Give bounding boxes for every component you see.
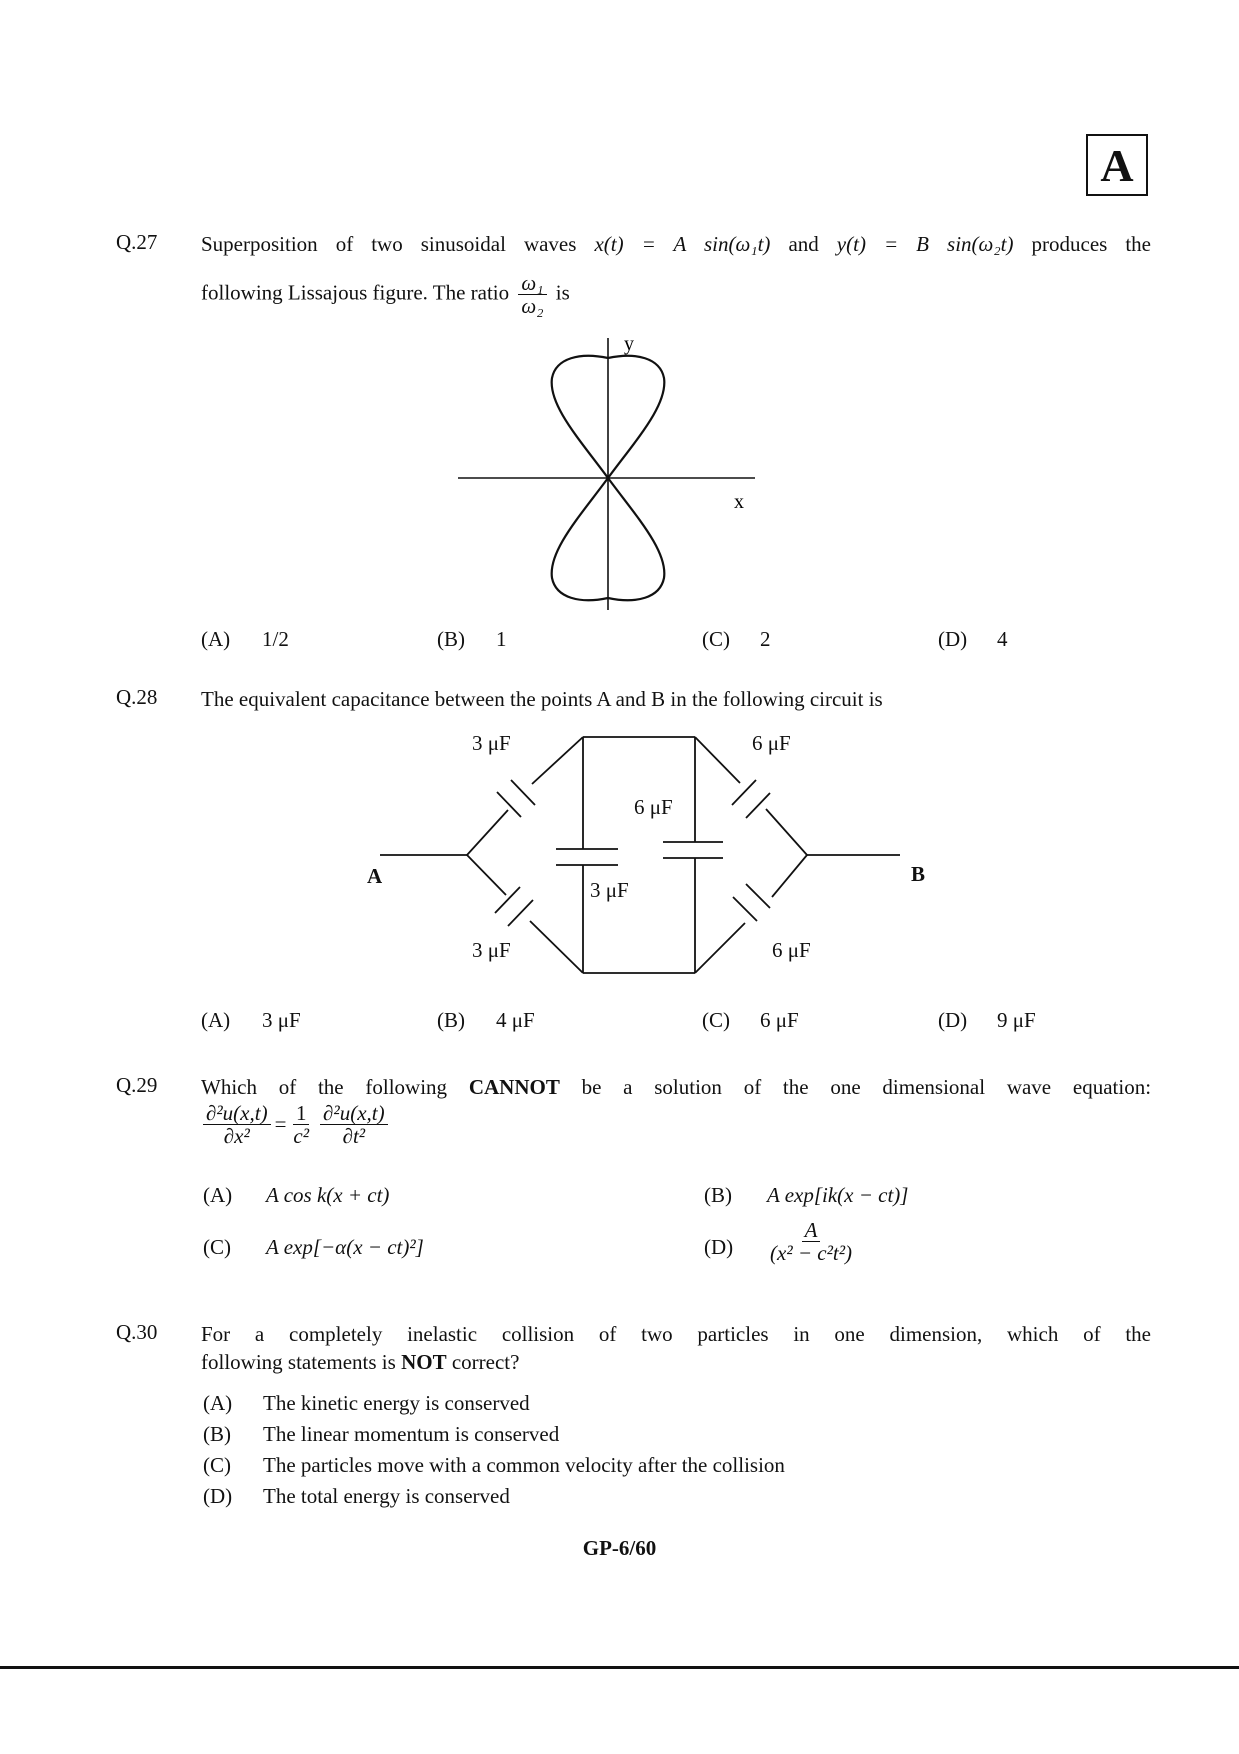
label-cap-top-right: 6 μF — [752, 731, 791, 755]
q30-option-a-label[interactable]: (A) — [203, 1391, 233, 1415]
q30-option-d-label[interactable]: (D) — [203, 1484, 233, 1508]
q28-option-b-label[interactable]: (B) — [437, 1008, 465, 1032]
paper-set-label: A — [1086, 134, 1148, 196]
q27-option-c-value[interactable]: 2 — [760, 627, 771, 651]
q30-option-c-value[interactable]: The particles move with a common velocity after the collision — [263, 1453, 785, 1477]
cap-bottom-right-plate-2 — [746, 884, 770, 908]
wave-eq-lhs: $\frac{\text{∂²u(x,t)}}{\text{∂x²}}$ — [203, 1102, 271, 1147]
q30-option-d-value[interactable]: The total energy is conserved — [263, 1484, 510, 1508]
q28-option-a-value[interactable]: 3 μF — [262, 1008, 301, 1032]
q29-option-d-value[interactable]: $\frac{A}{\text{(x² − c²t²)}}$ — [770, 1218, 853, 1265]
q30-option-b-label[interactable]: (B) — [203, 1422, 231, 1446]
q27-number: Q.27 — [116, 230, 158, 254]
ratio-fraction: $\frac{\text{ω₁}}{\text{ω₂}}$ — [518, 272, 546, 317]
wire-bottom-right-2 — [772, 855, 807, 897]
wire-bottom-left-1 — [467, 855, 506, 895]
lissajous-figure — [440, 330, 780, 615]
label-cap-mid-right: 6 μF — [634, 795, 673, 819]
x-axis-label: x — [734, 491, 744, 513]
wire-top-right-2 — [766, 809, 807, 855]
label-cap-mid-left: 3 μF — [590, 878, 629, 902]
cap-bottom-left-plate-2 — [508, 900, 533, 926]
label-cap-top-left: 3 μF — [472, 731, 511, 755]
label-cap-bottom-right: 6 μF — [772, 938, 811, 962]
q28-option-c-value[interactable]: 6 μF — [760, 1008, 799, 1032]
q27-option-a-value[interactable]: 1/2 — [262, 627, 289, 651]
y-axis-label: y — [624, 333, 634, 355]
q27-option-b-value[interactable]: 1 — [496, 627, 507, 651]
cap-top-left-plate-1 — [497, 792, 521, 817]
wire-top-left-1 — [467, 810, 508, 855]
q29-option-c-value[interactable]: A exp[−α(x − ct)²] — [266, 1235, 424, 1259]
wire-bottom-right-1 — [695, 923, 745, 973]
label-point-b: B — [911, 862, 926, 886]
cap-bottom-right-plate-1 — [733, 897, 757, 921]
q29-option-b-value[interactable]: A exp[ik(x − ct)] — [767, 1183, 909, 1207]
q30-number: Q.30 — [116, 1320, 158, 1344]
bottom-rule — [0, 1666, 1239, 1669]
q27-line2: following Lissajous figure. The ratio $\frac{\text{ω₁}}{\text{ω₂}}$ is — [201, 271, 570, 318]
q30-line1: For a completely inelastic collision of two particles in one dimension, which of the — [201, 1322, 1151, 1346]
cap-bottom-left-plate-1 — [495, 887, 520, 913]
wave-eq-rhs: $\frac{\text{∂²u(x,t)}}{\text{∂t²}}$ — [320, 1102, 388, 1147]
q27-option-c-label[interactable]: (C) — [702, 627, 730, 651]
q29-option-a-value[interactable]: A cos k(x + ct) — [266, 1183, 390, 1207]
q30-option-c-label[interactable]: (C) — [203, 1453, 231, 1477]
wire-top-left-2 — [532, 737, 583, 784]
page-footer: GP-6/60 — [582, 1536, 657, 1560]
q28-text: The equivalent capacitance between the points A and B in the following circuit is — [201, 687, 883, 711]
q27-option-d-label[interactable]: (D) — [938, 627, 968, 651]
label-point-a: A — [367, 864, 383, 888]
q28-number: Q.28 — [116, 685, 158, 709]
q29-option-d-label[interactable]: (D) — [704, 1235, 734, 1259]
q28-option-d-value[interactable]: 9 μF — [997, 1008, 1036, 1032]
q28-option-b-value[interactable]: 4 μF — [496, 1008, 535, 1032]
q29-number: Q.29 — [116, 1073, 158, 1097]
wave-eq-coefficient: $\frac{1}{\text{c²}}$ — [293, 1101, 310, 1148]
label-cap-bottom-left: 3 μF — [472, 938, 511, 962]
cap-top-right-plate-2 — [746, 793, 770, 818]
q29-text: Which of the following CANNOT be a solution of the one dimensional wave equation: — [201, 1075, 1152, 1099]
capacitor-circuit — [360, 725, 940, 975]
q29-option-c-label[interactable]: (C) — [203, 1235, 231, 1259]
q29-option-a-label[interactable]: (A) — [203, 1183, 233, 1207]
cap-top-right-plate-1 — [732, 780, 756, 805]
q30-line2: following statements is NOT correct? — [201, 1350, 520, 1374]
wave-equation: $\frac{\text{∂²u(x,t)}}{\text{∂x²}}$ = $\frac{1}{\text{c²}}$ $\frac{\text{∂²u(x,t)}}{\text{∂t²}}$ — [203, 1102, 392, 1147]
q27-option-d-value[interactable]: 4 — [997, 627, 1008, 651]
cap-top-left-plate-2 — [511, 780, 535, 805]
q28-option-c-label[interactable]: (C) — [702, 1008, 730, 1032]
q27-option-a-label[interactable]: (A) — [201, 627, 231, 651]
q28-option-d-label[interactable]: (D) — [938, 1008, 968, 1032]
q28-option-a-label[interactable]: (A) — [201, 1008, 231, 1032]
q27-line1: Superposition of two sinusoidal waves x(t) = A sin(ω₁t) and y(t) = B sin(ω₂t) produces the — [201, 232, 1152, 256]
q29-option-b-label[interactable]: (B) — [704, 1183, 732, 1207]
q30-option-a-value[interactable]: The kinetic energy is conserved — [263, 1391, 530, 1415]
wire-bottom-left-2 — [530, 921, 583, 973]
q27-option-b-label[interactable]: (B) — [437, 627, 465, 651]
q30-option-b-value[interactable]: The linear momentum is conserved — [263, 1422, 560, 1446]
wire-top-right-1 — [695, 737, 740, 783]
